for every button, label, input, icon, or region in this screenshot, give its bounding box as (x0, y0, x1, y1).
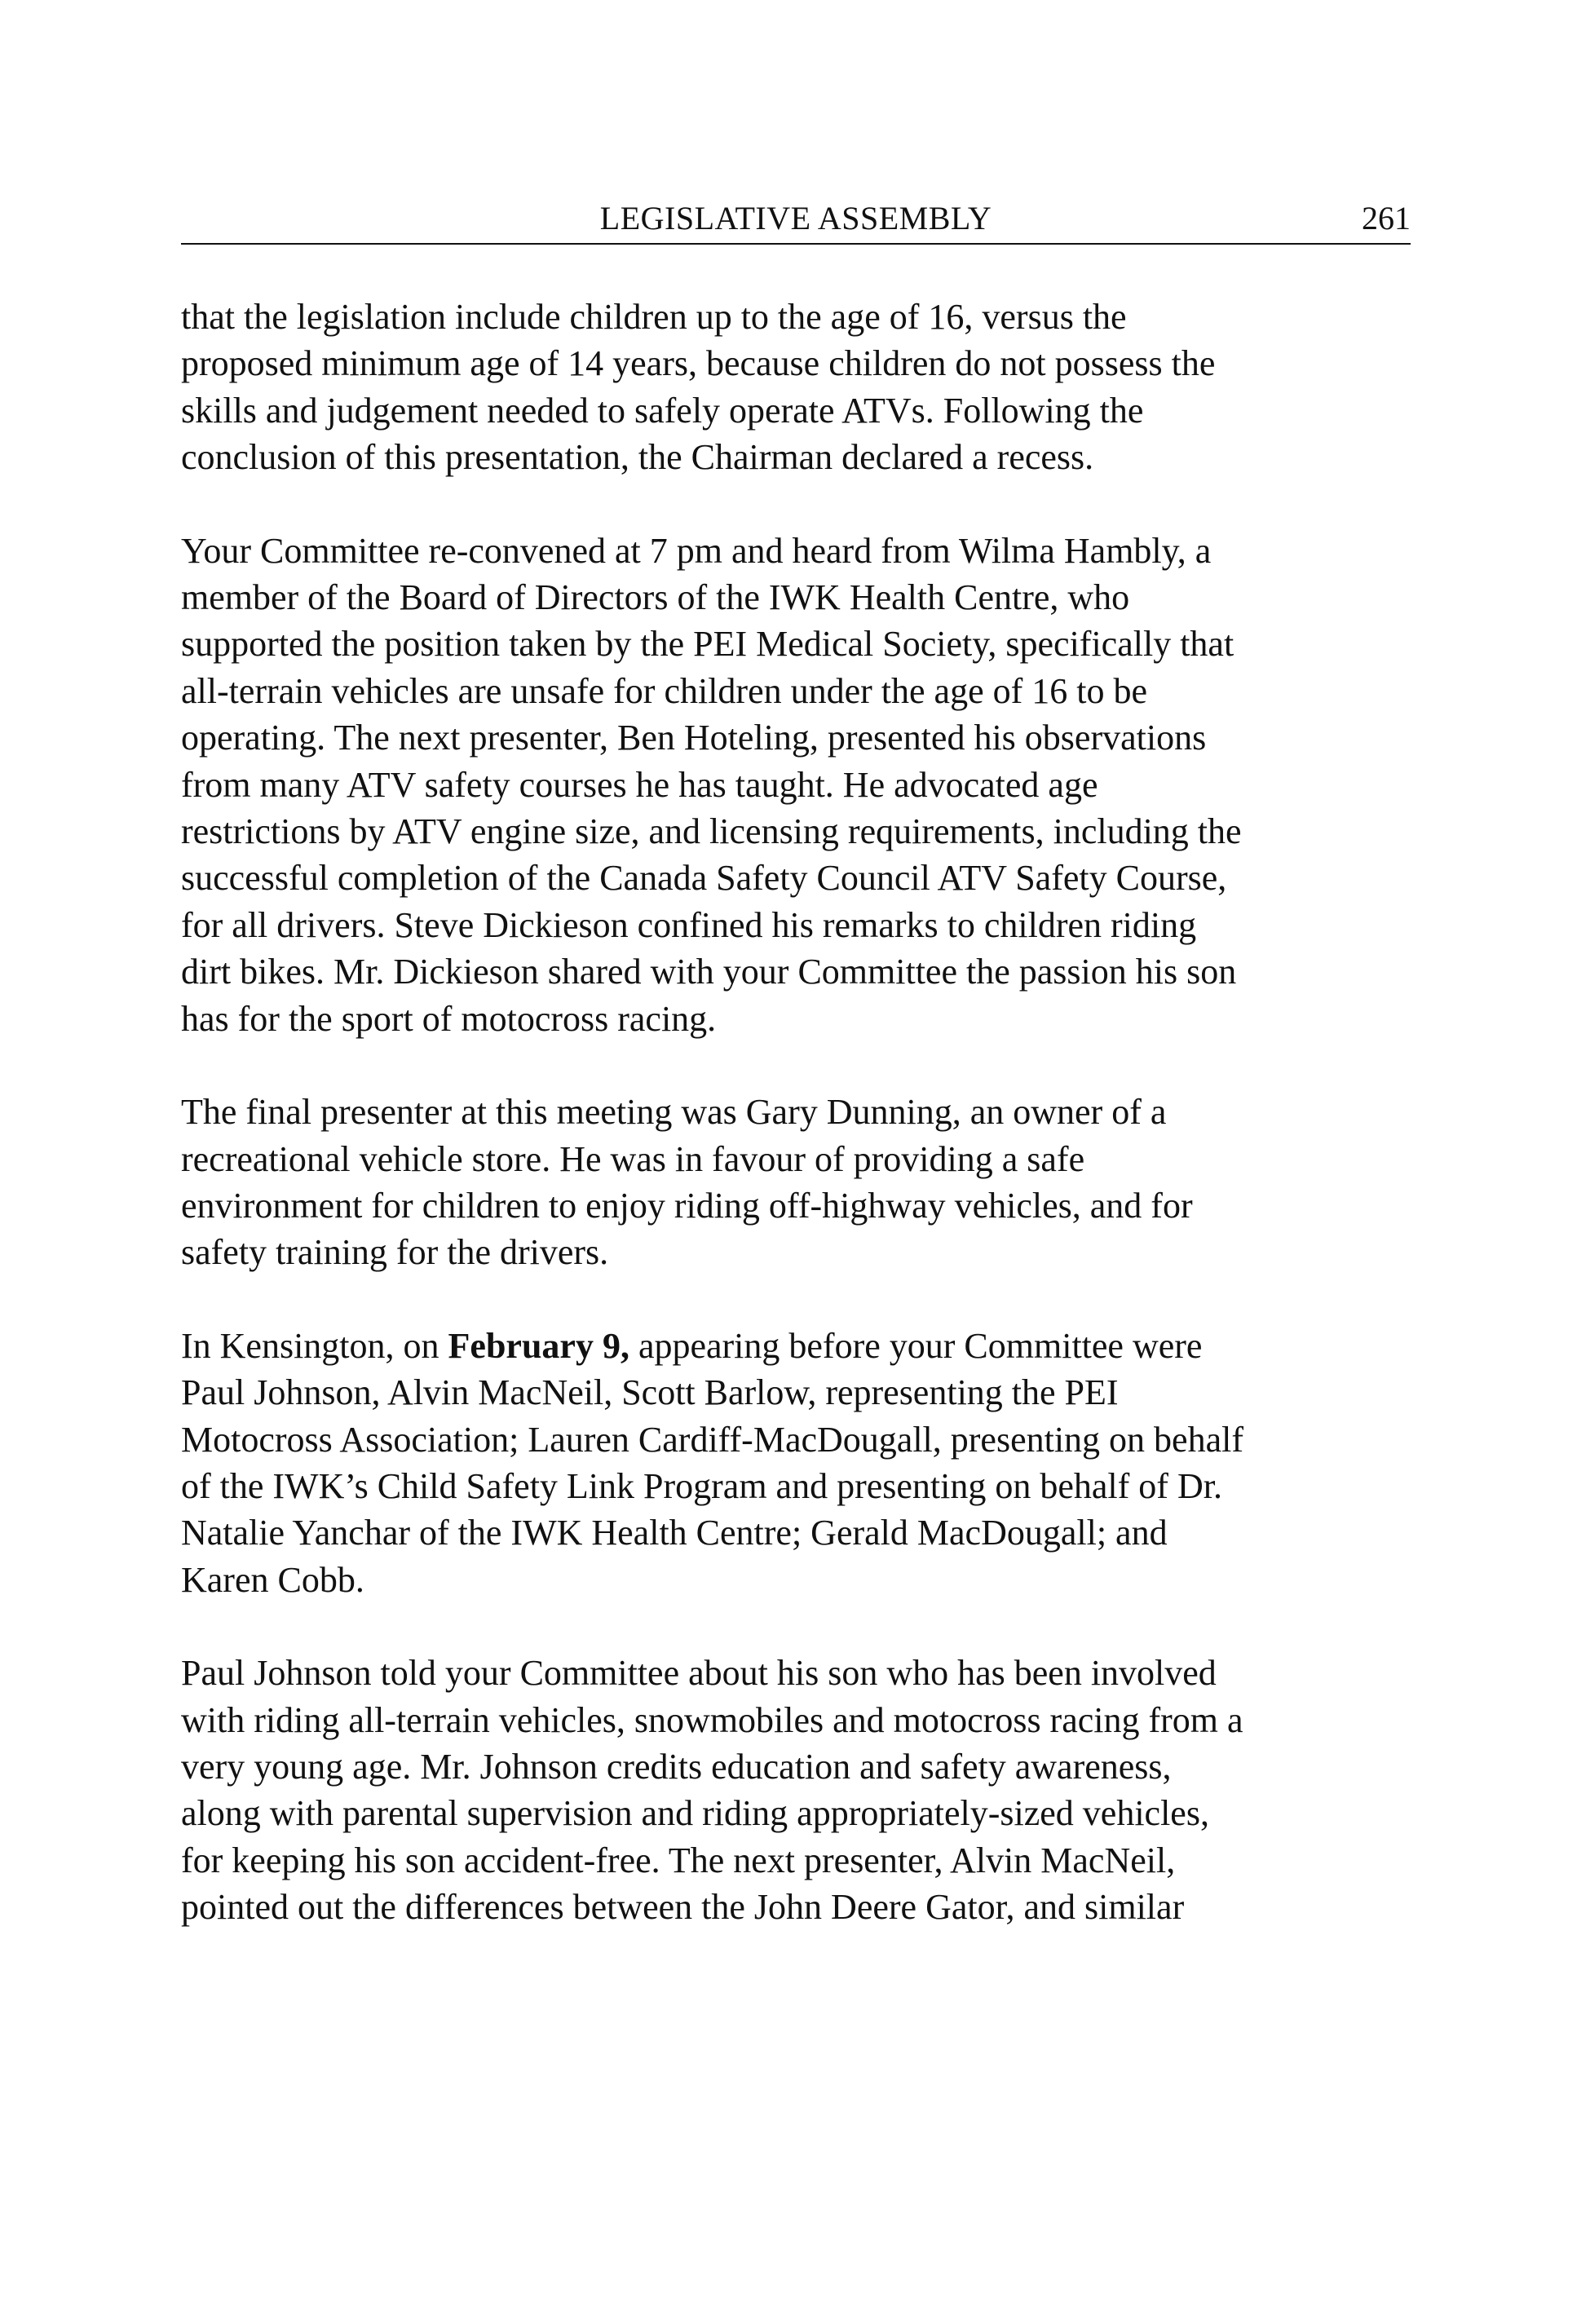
text-line: Karen Cobb. (181, 1559, 364, 1600)
paragraph-3 (181, 1089, 1411, 1276)
bold-date: February 9, (448, 1325, 629, 1366)
text-line: of the IWK’s Child Safety Link Program and presenting on behalf of Dr. (181, 1465, 1222, 1506)
paragraph-2 (181, 528, 1411, 1042)
text-line: that the legislation include children up to the age of 16, versus the (181, 297, 1127, 337)
text-line: successful completion of the Canada Safety Council ATV Safety Course, (181, 858, 1227, 899)
text-line: from many ATV safety courses he has taught. He advocated age (181, 764, 1098, 805)
paragraph-4 (181, 1323, 1411, 1603)
text-line: Your Committee re-convened at 7 pm and heard from Wilma Hambly, a (181, 530, 1212, 571)
text-line: conclusion of this presentation, the Chairman declared a recess. (181, 437, 1094, 478)
text-line: recreational vehicle store. He was in favour of providing a safe (181, 1138, 1085, 1179)
text-line: along with parental supervision and riding appropriately-sized vehicles, (181, 1793, 1209, 1834)
text-line: with riding all-terrain vehicles, snowmobiles and motocross racing from a (181, 1699, 1243, 1740)
text-line: restrictions by ATV engine size, and licensing requirements, including the (181, 811, 1242, 852)
text-line: very young age. Mr. Johnson credits education and safety awareness, (181, 1746, 1172, 1787)
header-title: LEGISLATIVE ASSEMBLY (599, 200, 992, 236)
text-run: In Kensington, on (181, 1325, 448, 1366)
text-line: Motocross Association; Lauren Cardiff-MacDougall, presenting on behalf (181, 1419, 1243, 1460)
body-text (181, 294, 1411, 1977)
text-line: for keeping his son accident-free. The next presenter, Alvin MacNeil, (181, 1840, 1176, 1880)
text-line: Paul Johnson, Alvin MacNeil, Scott Barlow, representing the PEI (181, 1372, 1119, 1413)
text-line: The final presenter at this meeting was Gary Dunning, an owner of a (181, 1092, 1167, 1133)
text-line: Paul Johnson told your Committee about his son who has been involved (181, 1653, 1217, 1694)
text-line: pointed out the differences between the John Deere Gator, and similar (181, 1887, 1185, 1928)
page-number: 261 (1362, 200, 1411, 236)
text-line: supported the position taken by the PEI Medical Society, specifically that (181, 624, 1234, 665)
running-header (181, 196, 1411, 245)
text-line: has for the sport of motocross racing. (181, 998, 717, 1039)
text-line: skills and judgement needed to safely operate ATVs. Following the (181, 390, 1144, 431)
text-line (181, 1323, 1411, 1369)
paragraph-1 (181, 294, 1411, 481)
text-line: proposed minimum age of 14 years, because children do not possess the (181, 343, 1216, 384)
text-line: Natalie Yanchar of the IWK Health Centre; Gerald MacDougall; and (181, 1513, 1168, 1553)
text-line: member of the Board of Directors of the IWK Health Centre, who (181, 577, 1130, 618)
text-line: all-terrain vehicles are unsafe for children under the age of 16 to be (181, 670, 1148, 711)
text-line: safety training for the drivers. (181, 1232, 609, 1273)
text-line: environment for children to enjoy riding off-highway vehicles, and for (181, 1185, 1193, 1226)
text-run: appearing before your Committee were (629, 1325, 1203, 1366)
text-line: dirt bikes. Mr. Dickieson shared with your Committee the passion his son (181, 952, 1237, 992)
text-line: for all drivers. Steve Dickieson confined his remarks to children riding (181, 904, 1197, 945)
text-line: operating. The next presenter, Ben Hoteling, presented his observations (181, 718, 1207, 758)
paragraph-5 (181, 1650, 1411, 1930)
